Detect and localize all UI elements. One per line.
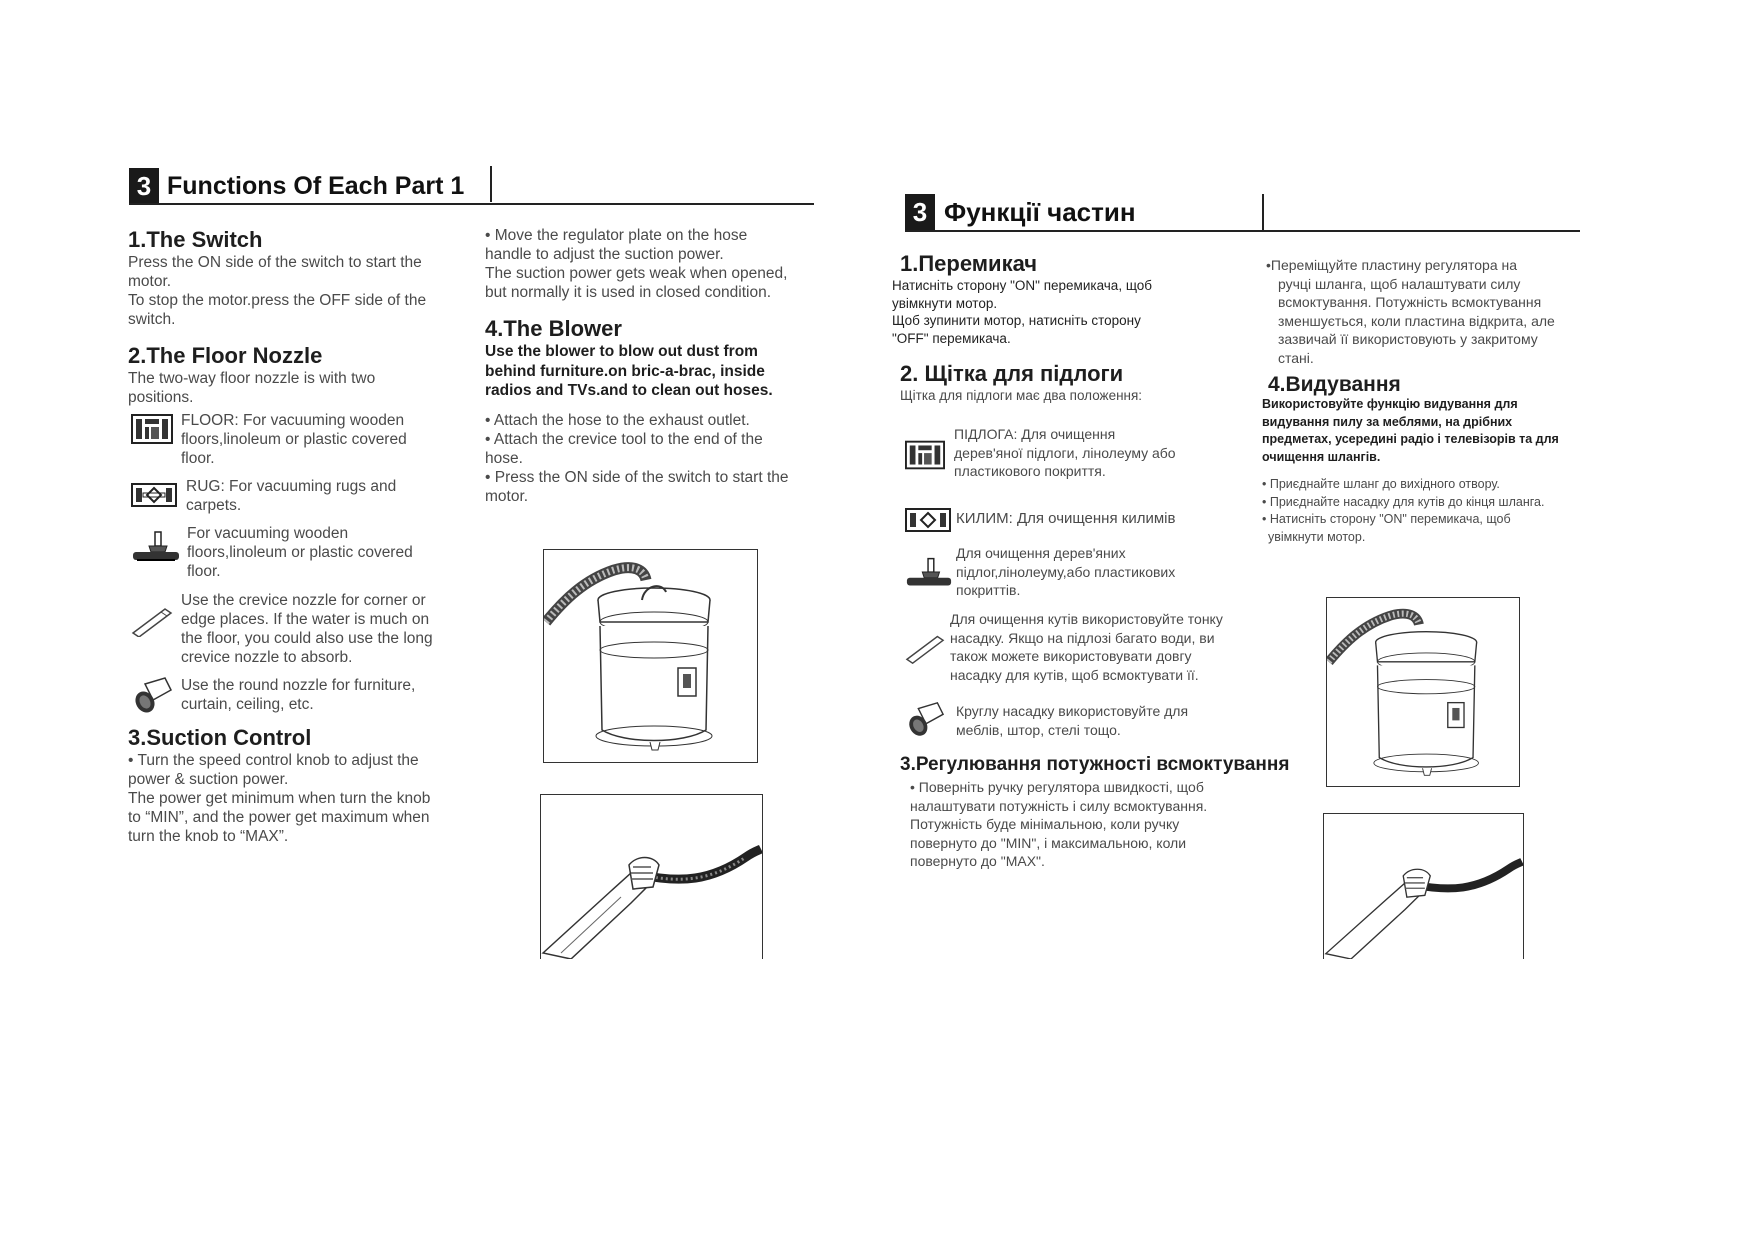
uk-rug-mode-text: КИЛИМ: Для очищення килимів bbox=[956, 510, 1176, 527]
uk-suction-line: • Поверніть ручку регулятора швидкості, щоб bbox=[910, 779, 1204, 795]
uk-suction-line: повернуто до "MIN", і максимальною, коли bbox=[910, 834, 1187, 851]
uk-regulator-line: зменшується, коли пластина відкрита, але bbox=[1278, 312, 1555, 329]
en-suction-line: • Turn the speed control knob to adjust the bbox=[128, 752, 419, 769]
en-title-underline bbox=[129, 203, 814, 205]
en-blower-line: hose. bbox=[485, 449, 523, 467]
en-floor-intro: The two-way floor nozzle is with two bbox=[128, 370, 376, 387]
en-suction-line: The power get minimum when turn the knob bbox=[128, 790, 431, 807]
en-blower-section bbox=[485, 316, 820, 506]
en-crevice-text: the floor, you could also use the long bbox=[181, 630, 433, 647]
en-switch-line: motor. bbox=[128, 273, 172, 290]
en-suction-section bbox=[128, 725, 473, 846]
uk-suction-line: повернуто до "MAX". bbox=[910, 853, 1045, 869]
en-regulator-line: handle to adjust the suction power. bbox=[485, 246, 724, 263]
en-regulator-section bbox=[485, 226, 820, 302]
uk-round-nozzle-item bbox=[905, 700, 1265, 745]
en-floor-mode-text: floors,linoleum or plastic covered bbox=[181, 431, 407, 448]
uk-blower-bold: видування пилу за меблями, на дрібних bbox=[1262, 414, 1513, 429]
uk-crevice-text: насадку для кутів, щоб всмоктувати її. bbox=[950, 666, 1199, 683]
en-floor-intro: positions. bbox=[128, 389, 194, 406]
en-switch-heading: 1.The Switch bbox=[128, 227, 263, 252]
en-left-column bbox=[128, 227, 473, 407]
uk-suction-line: Потужність буде мінімальною, коли ручку bbox=[910, 816, 1180, 832]
uk-title-separator bbox=[1262, 194, 1264, 230]
uk-blower-vacuum-illustration bbox=[1326, 597, 1520, 787]
uk-suction-line: налаштувати потужність і силу всмоктування. bbox=[910, 797, 1208, 814]
uk-regulator-line: всмоктування. Потужність всмоктування bbox=[1278, 294, 1542, 310]
uk-switch-line: Щоб зупинити мотор, натисніть сторону bbox=[892, 313, 1141, 328]
en-blower-line: • Attach the crevice tool to the end of the bbox=[485, 430, 763, 448]
en-blower-line: • Attach the hose to the exhaust outlet. bbox=[485, 411, 750, 429]
uk-floor-mode-text: ПІДЛОГА: Для очищення bbox=[954, 426, 1116, 442]
en-floor-mode-item bbox=[131, 411, 476, 471]
en-round-nozzle-item bbox=[131, 676, 476, 721]
en-suction-line: power & suction power. bbox=[128, 771, 289, 788]
en-crevice-hose-illustration bbox=[540, 794, 763, 959]
en-floor-nozzle-heading: 2.The Floor Nozzle bbox=[128, 343, 323, 368]
en-rug-mode-item bbox=[131, 477, 476, 517]
uk-crevice-text: Для очищення кутів використовуйте тонку bbox=[950, 611, 1223, 627]
uk-crevice-text: також можете використовувати довгу bbox=[950, 648, 1192, 664]
uk-crevice-hose-illustration bbox=[1323, 813, 1524, 959]
uk-blower-line: • Натисніть сторону "ON" перемикача, щоб bbox=[1262, 512, 1511, 526]
uk-blower-line: увімкнути мотор. bbox=[1268, 529, 1366, 544]
uk-switch-section bbox=[892, 251, 1262, 277]
uk-blower-heading: 4.Видування bbox=[1268, 373, 1401, 396]
uk-floor-brush-text: Для очищення дерев'яних bbox=[956, 545, 1126, 561]
en-page-title: Functions Of Each Part 1 bbox=[167, 172, 465, 200]
floor-mode-icon bbox=[905, 440, 945, 470]
uk-switch-line: Натисніть сторону "ON" перемикача, щоб bbox=[892, 278, 1153, 293]
en-crevice-nozzle-item bbox=[131, 591, 476, 671]
uk-title-underline bbox=[905, 230, 1580, 232]
uk-blower-line: • Приєднайте шланг до вихідного отвору. bbox=[1262, 477, 1500, 491]
en-floor-brush-text: For vacuuming wooden bbox=[187, 525, 349, 542]
en-floor-mode-text: floor. bbox=[181, 450, 215, 467]
uk-floor-brush-text: підлог,лінолеуму,або пластикових bbox=[956, 563, 1176, 580]
uk-switch-heading: 1.Перемикач bbox=[900, 251, 1038, 276]
uk-floor-mode-text: дерев'яної підлоги, лінолеуму або bbox=[954, 444, 1176, 461]
en-rug-mode-text: carpets. bbox=[186, 497, 242, 514]
uk-suction-section bbox=[900, 752, 1300, 871]
en-floor-nozzle-section bbox=[128, 343, 473, 407]
uk-floor-intro: Щітка для підлоги має два положення: bbox=[900, 388, 1143, 403]
round-nozzle-icon bbox=[905, 700, 945, 740]
uk-regulator-section bbox=[1262, 256, 1592, 367]
en-blower-vacuum-illustration bbox=[543, 549, 758, 763]
uk-blower-line: • Приєднайте насадку для кутів до кінця шланга. bbox=[1262, 494, 1545, 509]
en-switch-line: switch. bbox=[128, 311, 176, 328]
en-right-column bbox=[485, 226, 820, 506]
uk-switch-line: увімкнути мотор. bbox=[892, 295, 998, 311]
uk-regulator-line: •Переміщуйте пластину регулятора на bbox=[1266, 257, 1518, 273]
uk-floor-nozzle-section bbox=[892, 361, 1262, 406]
uk-regulator-line: ручці шланга, щоб налаштувати силу bbox=[1278, 275, 1521, 292]
crevice-nozzle-icon bbox=[131, 603, 173, 637]
en-floor-mode-text: FLOOR: For vacuuming wooden bbox=[181, 412, 405, 429]
en-suction-line: turn the knob to “MAX”. bbox=[128, 828, 289, 845]
uk-crevice-nozzle-item bbox=[905, 610, 1275, 690]
crevice-nozzle-icon bbox=[905, 630, 945, 664]
en-section-badge: 3 bbox=[129, 168, 159, 204]
uk-regulator-line: зазвичай її використовують у закритому bbox=[1278, 331, 1538, 347]
uk-floor-nozzle-heading: 2. Щітка для підлоги bbox=[900, 361, 1124, 386]
en-switch-line: Press the ON side of the switch to start the bbox=[128, 254, 422, 271]
floor-brush-icon bbox=[905, 556, 953, 590]
floor-brush-icon bbox=[131, 530, 181, 564]
uk-page-title: Функції частин bbox=[944, 197, 1136, 227]
en-round-text: Use the round nozzle for furniture, bbox=[181, 677, 416, 694]
en-rug-mode-text: RUG: For vacuuming rugs and bbox=[186, 478, 397, 495]
uk-round-text: Круглу насадку використовуйте для bbox=[956, 703, 1189, 719]
rug-mode-icon bbox=[131, 483, 177, 507]
uk-regulator-line: стані. bbox=[1278, 349, 1314, 366]
en-blower-bold: radios and TVs.and to clean out hoses. bbox=[485, 382, 773, 399]
en-regulator-line: The suction power gets weak when opened, bbox=[485, 265, 788, 282]
uk-crevice-text: насадку. Якщо на підлозі багато води, ви bbox=[950, 629, 1215, 646]
uk-floor-mode-item bbox=[905, 425, 1265, 485]
en-blower-line: motor. bbox=[485, 487, 529, 505]
en-switch-line: To stop the motor.press the OFF side of the bbox=[128, 292, 427, 309]
uk-right-column bbox=[1262, 256, 1592, 546]
uk-blower-bold: Використовуйте функцію видування для bbox=[1262, 397, 1518, 411]
uk-left-column bbox=[892, 251, 1262, 406]
en-regulator-line: but normally it is used in closed condition. bbox=[485, 284, 772, 301]
en-blower-heading: 4.The Blower bbox=[485, 316, 622, 341]
en-round-text: curtain, ceiling, etc. bbox=[181, 696, 314, 713]
en-floor-brush-text: floors,linoleum or plastic covered bbox=[187, 544, 413, 561]
en-floor-brush-item bbox=[131, 524, 476, 584]
floor-mode-icon bbox=[131, 414, 173, 444]
uk-round-text: меблів, штор, стелі тощо. bbox=[956, 721, 1121, 738]
uk-rug-mode-item bbox=[905, 508, 1265, 538]
uk-switch-line: "OFF" перемикача. bbox=[892, 330, 1011, 346]
en-title-separator bbox=[490, 166, 492, 202]
en-blower-bold: behind furniture.on bric-a-brac, inside bbox=[485, 362, 765, 380]
uk-blower-bold: очищення шлангів. bbox=[1262, 449, 1381, 464]
en-suction-line: to “MIN”, and the power get maximum when bbox=[128, 809, 430, 826]
uk-blower-section bbox=[1262, 373, 1592, 546]
rug-mode-icon bbox=[905, 508, 951, 532]
en-crevice-text: edge places. If the water is much on bbox=[181, 611, 430, 628]
en-switch-section bbox=[128, 227, 473, 329]
en-regulator-line: • Move the regulator plate on the hose bbox=[485, 227, 748, 244]
en-crevice-text: Use the crevice nozzle for corner or bbox=[181, 592, 426, 609]
en-blower-bold: Use the blower to blow out dust from bbox=[485, 343, 758, 360]
uk-section-badge: 3 bbox=[905, 194, 935, 230]
en-floor-brush-text: floor. bbox=[187, 563, 221, 580]
en-crevice-text: crevice nozzle to absorb. bbox=[181, 649, 353, 666]
uk-floor-brush-item bbox=[905, 544, 1265, 604]
uk-floor-mode-text: пластикового покриття. bbox=[954, 463, 1106, 479]
en-suction-heading: 3.Suction Control bbox=[128, 725, 312, 750]
round-nozzle-icon bbox=[131, 676, 173, 716]
uk-suction-heading: 3.Регулювання потужності всмоктування bbox=[900, 754, 1290, 775]
en-blower-line: • Press the ON side of the switch to start the bbox=[485, 468, 789, 486]
uk-floor-brush-text: покриттів. bbox=[956, 582, 1021, 598]
uk-blower-bold: предметах, усередині радіо і телевізорів та для bbox=[1262, 432, 1559, 446]
